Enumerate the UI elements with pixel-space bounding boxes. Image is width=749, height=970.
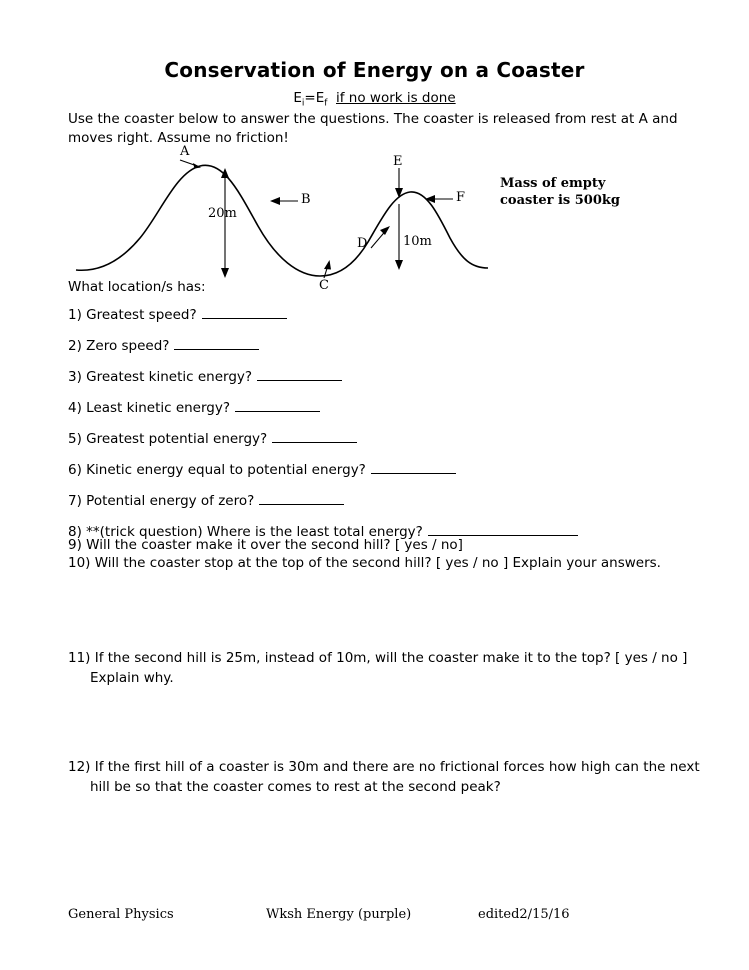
equation-equals: =E [304, 90, 325, 106]
question-number: 5) [68, 431, 82, 447]
question-text: Greatest potential energy? [86, 431, 268, 447]
equation-prefix: E [293, 90, 302, 106]
coaster-diagram [68, 144, 688, 295]
question-12-line2: hill be so that the coaster comes to rest at the second peak? [90, 779, 501, 795]
question-item [68, 336, 688, 355]
label-e-arrowhead [395, 188, 403, 198]
height-second-label: 10m [403, 234, 432, 249]
question-text: **(trick question) Where is the least total energy? [86, 524, 423, 540]
what-location-heading: What location/s has: [68, 279, 206, 295]
answer-blank[interactable] [235, 398, 320, 412]
height-second-arrow-down [395, 260, 403, 270]
mass-note-line1: Mass of empty [500, 176, 606, 191]
question-item [68, 429, 688, 448]
intro-text: Use the coaster below to answer the questions. The coaster is released from rest at A and moves right. Assume no friction! [68, 111, 678, 146]
coaster-track-svg [68, 150, 688, 295]
label-f-arrowhead [425, 195, 435, 203]
question-list [68, 305, 688, 553]
answer-blank[interactable] [371, 460, 456, 474]
question-text: Zero speed? [86, 338, 170, 354]
question-item [68, 398, 688, 417]
question-item [68, 491, 688, 510]
question-number: 2) [68, 338, 82, 354]
footer-center: Wksh Energy (purple) [266, 907, 412, 922]
question-9: 9) Will the coaster make it over the second hill? [ yes / no] [68, 537, 463, 553]
footer-left: General Physics [68, 907, 174, 922]
question-11-line2: Explain why. [90, 670, 174, 686]
question-12-line1: 12) If the first hill of a coaster is 30m and there are no frictional forces how high can the next [68, 759, 700, 775]
equation-sub-f: f [324, 98, 328, 109]
label-c: C [319, 278, 329, 293]
question-number: 7) [68, 493, 82, 509]
label-c-arrowhead [324, 260, 331, 270]
label-d: D [357, 236, 368, 251]
question-11-line1: 11) If the second hill is 25m, instead of 10m, will the coaster make it to the top? [ yes / no ] [68, 650, 688, 666]
question-number: 3) [68, 369, 82, 385]
question-item [68, 305, 688, 324]
question-11 [68, 648, 708, 688]
question-item [68, 460, 688, 479]
question-number: 8) [68, 524, 82, 540]
footer-right: edited2/15/16 [478, 907, 570, 922]
equation-sub-i: i [301, 98, 305, 109]
question-text: Potential energy of zero? [86, 493, 255, 509]
answer-blank[interactable] [174, 336, 259, 350]
answer-blank[interactable] [272, 429, 357, 443]
label-d-arrowhead [380, 226, 390, 235]
question-text: Least kinetic energy? [86, 400, 231, 416]
question-text: Greatest kinetic energy? [86, 369, 253, 385]
question-number: 1) [68, 307, 82, 323]
height-first-arrow-down [221, 268, 229, 278]
answer-blank[interactable] [259, 491, 344, 505]
label-b-arrowhead [270, 197, 280, 205]
height-first-label: 20m [208, 206, 237, 221]
label-a: A [180, 144, 190, 159]
label-e: E [393, 154, 403, 169]
track-path [76, 165, 488, 276]
question-text: Greatest speed? [86, 307, 197, 323]
label-f: F [456, 190, 466, 205]
question-text: Kinetic energy equal to potential energy? [86, 462, 366, 478]
question-12 [68, 757, 708, 797]
answer-blank[interactable] [428, 522, 578, 536]
mass-note [500, 175, 660, 209]
question-number: 4) [68, 400, 82, 416]
question-number: 6) [68, 462, 82, 478]
question-10: 10) Will the coaster stop at the top of the second hill? [ yes / no ] Explain your answers. [68, 555, 661, 571]
energy-equation [0, 90, 749, 109]
label-b: B [301, 192, 311, 207]
answer-blank[interactable] [202, 305, 287, 319]
page-title: Conservation of Energy on a Coaster [164, 58, 585, 82]
mass-note-line2: coaster is 500kg [500, 193, 620, 208]
question-item [68, 367, 688, 386]
answer-blank[interactable] [257, 367, 342, 381]
equation-condition: if no work is done [336, 90, 456, 106]
